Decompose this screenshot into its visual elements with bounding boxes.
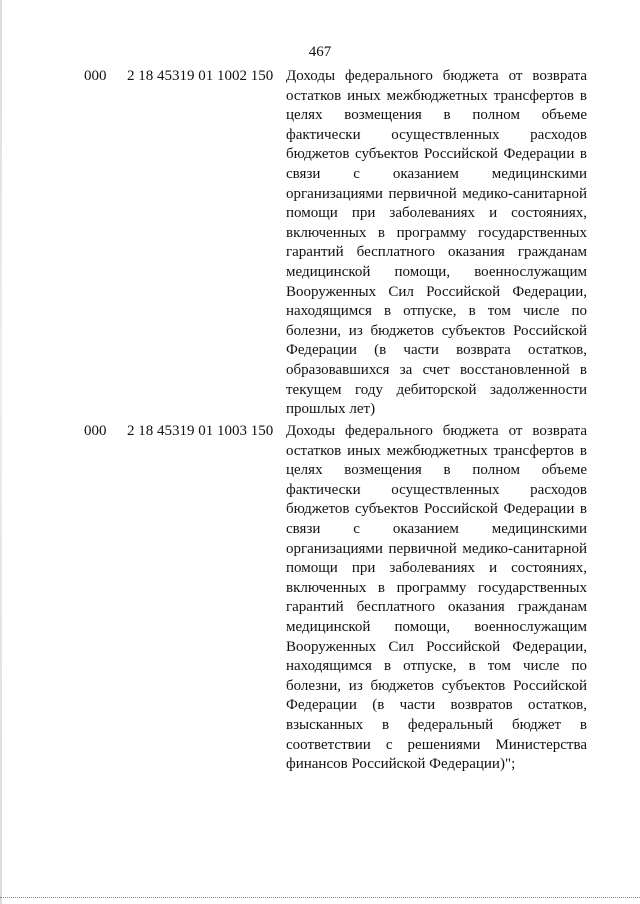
description-line: включенных в программу государственных [286, 224, 587, 241]
description-line: бюджетов субъектов Российской Федерации в [286, 501, 587, 518]
description-line: медицинской помощи, военнослужащим [286, 618, 587, 635]
description-line: организациями первичной медико-санитарной [286, 540, 587, 557]
description-line: гарантий бесплатного оказания гражданам [286, 599, 587, 616]
budget-classification-code: 2 18 45319 01 1003 150 [127, 423, 274, 439]
budget-classification-code: 2 18 45319 01 1002 150 [127, 68, 274, 84]
description-line: организациями первичной медико-санитарной [286, 185, 587, 202]
description-line: Доходы федерального бюджета от возврата [286, 68, 587, 84]
description-line: соответствии с решениями Министерства [286, 736, 587, 753]
description-line: находящимся в отпуске, в том числе по [286, 658, 587, 675]
description-line: находящимся в отпуске, в том числе по [286, 303, 587, 320]
description-line: текущем году дебиторской задолженности [286, 381, 587, 398]
description-line: Федерации (в части возвратов остатков, [286, 697, 587, 714]
description-line: медицинской помощи, военнослужащим [286, 263, 587, 280]
description-line: бюджетов субъектов Российской Федерации в [286, 146, 587, 163]
description-line: целях возмещения в полном объеме [286, 107, 587, 124]
description-line: гарантий бесплатного оказания гражданам [286, 244, 587, 261]
description-line: Доходы федерального бюджета от возврата [286, 423, 587, 439]
description-line: болезни, из бюджетов субъектов Российской [286, 322, 587, 339]
revenue-description [286, 422, 587, 775]
description-line: финансов Российской Федерации)"; [286, 756, 516, 773]
admin-code: 000 [84, 423, 107, 439]
description-line: фактически осуществленных расходов [286, 126, 587, 143]
scan-edge-shadow [0, 0, 2, 904]
description-line: помощи при заболеваниях и состояниях, [286, 560, 587, 577]
description-line: Федерации (в части возврата остатков, [286, 342, 587, 359]
revenue-description [286, 67, 587, 420]
description-line: прошлых лет) [286, 401, 376, 418]
description-line: болезни, из бюджетов субъектов Российской [286, 677, 587, 694]
page-number: 467 [308, 44, 332, 60]
description-line: Вооруженных Сил Российской Федерации, [286, 638, 587, 655]
description-line: взысканных в федеральный бюджет в [286, 716, 587, 733]
description-line: целях возмещения в полном объеме [286, 462, 587, 479]
description-line: помощи при заболеваниях и состояниях, [286, 205, 587, 222]
description-line: образовавшихся за счет восстановленной в [286, 361, 587, 378]
description-line: связи с оказанием медицинскими [286, 165, 587, 182]
description-line: связи с оказанием медицинскими [286, 520, 587, 537]
description-line: остатков иных межбюджетных трансфертов в [286, 442, 587, 459]
admin-code: 000 [84, 68, 107, 84]
description-line: фактически осуществленных расходов [286, 481, 587, 498]
description-line: включенных в программу государственных [286, 579, 587, 596]
description-line: остатков иных межбюджетных трансфертов в [286, 87, 587, 104]
scan-bottom-edge [0, 897, 640, 898]
description-line: Вооруженных Сил Российской Федерации, [286, 283, 587, 300]
